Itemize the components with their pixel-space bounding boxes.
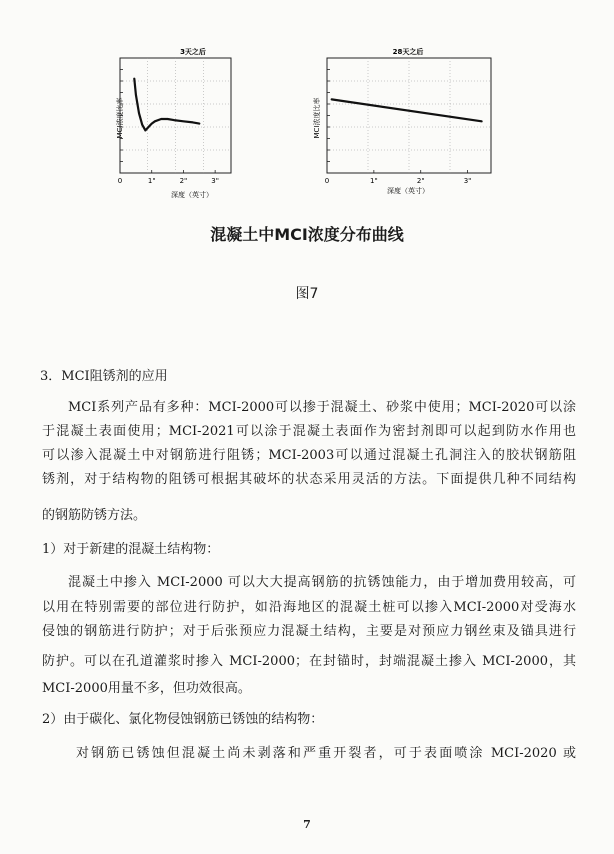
chart-title: 28天之后: [392, 48, 424, 56]
chart-ylabel: MCI浓度比率: [313, 97, 321, 139]
paragraph-line: MCI系列产品有多种：MCI-2000可以掺于混凝土、砂浆中使用；MCI-2020可以涂: [68, 400, 576, 415]
x-tick-label: 3": [463, 177, 472, 185]
paragraph-line: 混凝土中掺入 MCI-2000 可以大大提高钢筋的抗锈蚀能力，由于增加费用较高，可: [68, 575, 576, 590]
figure-number: 图7: [295, 286, 319, 302]
paragraph-line: 的钢筋防锈方法。: [42, 508, 147, 523]
paragraph-line: 对钢筋已锈蚀但混凝土尚未剥落和严重开裂者，可于表面喷涂 MCI-2020 或: [76, 746, 576, 761]
chart-xlabel: 深度（英寸）: [171, 191, 213, 199]
paragraph-line: 锈剂，对于结构物的阻锈可根据其破坏的状态采用灵活的方法。下面提供几种不同结构: [42, 472, 576, 487]
series-line: [332, 99, 482, 121]
x-tick-label: 1": [147, 177, 156, 185]
paragraph-line: MCI-2000用量不多，但功效很高。: [42, 681, 251, 696]
paragraph-line: 防护。可以在孔道灌浆时掺入 MCI-2000；在封锚时，封端混凝土掺入 MCI-2000，其: [42, 654, 576, 669]
paragraph-line: 以用在特别需要的部位进行防护，如沿海地区的混凝土桩可以掺入MCI-2000对受海水: [42, 600, 576, 615]
chart-3-days: [110, 0, 250, 200]
page-number: 7: [303, 818, 311, 831]
x-tick-label: 0: [117, 177, 123, 185]
plot-area: [325, 58, 491, 185]
subheading: 2）由于碳化、氯化物侵蚀钢筋已锈蚀的结构物：: [42, 712, 324, 727]
chart-28-days: [313, 0, 496, 200]
series-line: [134, 79, 199, 131]
x-tick-label: 2": [416, 177, 425, 185]
chart-xlabel: 深度（英寸）: [387, 187, 429, 195]
x-tick-label: 0: [324, 177, 330, 185]
chart-title: 3天之后: [180, 48, 206, 56]
x-tick-label: 3": [211, 177, 219, 185]
paragraph-line: 于混凝土表面使用；MCI-2021可以涂于混凝土表面作为密封剂即可以起到防水作用也: [42, 424, 576, 439]
paragraph-line: 侵蚀的钢筋进行防护；对于后张预应力混凝土结构，主要是对预应力钢丝束及锚具进行: [42, 624, 576, 639]
subheading: 1）对于新建的混凝土结构物：: [42, 542, 220, 557]
x-tick-label: 1": [370, 177, 378, 185]
paragraph-line: 可以渗入混凝土中对钢筋进行阻锈；MCI-2003可以通过混凝土孔洞注入的胶状钢筋阻: [42, 448, 576, 463]
chart-ylabel: MCI浓度比率: [116, 97, 124, 139]
section-heading: 3．MCI阻锈剂的应用: [40, 369, 168, 384]
x-tick-label: 2": [179, 177, 188, 185]
figure-caption: 混凝土中MCI浓度分布曲线: [210, 225, 404, 244]
plot-area: [118, 58, 231, 185]
